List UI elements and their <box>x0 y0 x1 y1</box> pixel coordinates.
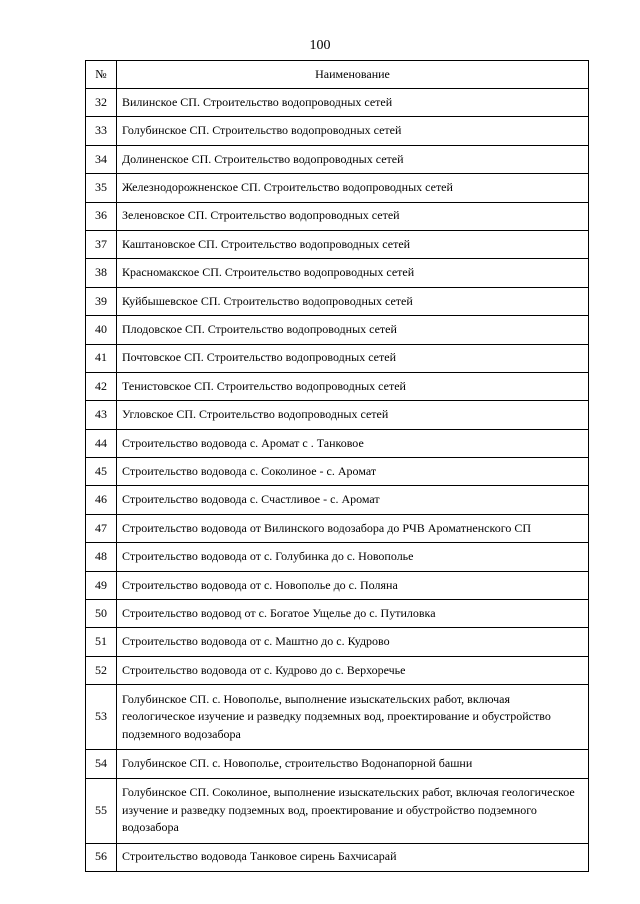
row-number: 46 <box>86 486 117 514</box>
table-row <box>86 543 589 571</box>
table-row <box>86 843 589 871</box>
row-number: 47 <box>86 514 117 542</box>
table-header-row <box>86 61 589 89</box>
table-row <box>86 401 589 429</box>
row-number: 37 <box>86 230 117 258</box>
table-row <box>86 89 589 117</box>
row-number: 50 <box>86 600 117 628</box>
page-number: 100 <box>309 38 331 53</box>
row-number: 33 <box>86 117 117 145</box>
row-name: Долиненское СП. Строительство водопроводных сетей <box>117 145 589 173</box>
projects-table <box>85 60 589 872</box>
table-row <box>86 486 589 514</box>
row-name: Строительство водовода от с. Кудрово до с. Верхоречье <box>117 656 589 684</box>
row-name: Вилинское СП. Строительство водопроводных сетей <box>117 89 589 117</box>
table-row <box>86 202 589 230</box>
table-row <box>86 230 589 258</box>
row-name: Голубинское СП. с. Новополье, выполнение изыскательских работ, включая геологическое изучение и разведку подземных вод, проектирование и обустройство подземного водозабора <box>117 685 589 750</box>
table-row <box>86 656 589 684</box>
row-number: 52 <box>86 656 117 684</box>
table-body <box>86 89 589 872</box>
row-name: Строительство водовода от с. Голубинка до с. Новополье <box>117 543 589 571</box>
table-row <box>86 628 589 656</box>
row-number: 41 <box>86 344 117 372</box>
row-number: 44 <box>86 429 117 457</box>
row-name: Почтовское СП. Строительство водопроводных сетей <box>117 344 589 372</box>
table-row <box>86 259 589 287</box>
row-name: Куйбышевское СП. Строительство водопроводных сетей <box>117 287 589 315</box>
table-row <box>86 117 589 145</box>
row-name: Строительство водовода от Вилинского водозабора до РЧВ Ароматненского СП <box>117 514 589 542</box>
row-name: Тенистовское СП. Строительство водопроводных сетей <box>117 372 589 400</box>
table-row <box>86 778 589 843</box>
row-name: Строительство водовода с. Соколиное - с. Аромат <box>117 458 589 486</box>
table-row <box>86 685 589 750</box>
table-row <box>86 145 589 173</box>
row-number: 35 <box>86 174 117 202</box>
row-name: Строительство водовода с. Аромат с . Танковое <box>117 429 589 457</box>
row-name: Угловское СП. Строительство водопроводных сетей <box>117 401 589 429</box>
table-row <box>86 600 589 628</box>
row-name: Строительство водовода Танковое сирень Бахчисарай <box>117 843 589 871</box>
table-row <box>86 571 589 599</box>
row-name: Голубинское СП. Строительство водопроводных сетей <box>117 117 589 145</box>
row-number: 53 <box>86 685 117 750</box>
row-number: 49 <box>86 571 117 599</box>
table-row <box>86 316 589 344</box>
row-number: 48 <box>86 543 117 571</box>
row-number: 43 <box>86 401 117 429</box>
row-name: Зеленовское СП. Строительство водопроводных сетей <box>117 202 589 230</box>
row-name: Железнодорожненское СП. Строительство водопроводных сетей <box>117 174 589 202</box>
row-name: Каштановское СП. Строительство водопроводных сетей <box>117 230 589 258</box>
table-row <box>86 174 589 202</box>
row-name: Голубинское СП. Соколиное, выполнение изыскательских работ, включая геологическое изучение и разведку подземных вод, проектирование и обустройство подземного водозабора <box>117 778 589 843</box>
row-number: 54 <box>86 750 117 778</box>
row-number: 32 <box>86 89 117 117</box>
table-row <box>86 287 589 315</box>
row-number: 40 <box>86 316 117 344</box>
row-number: 34 <box>86 145 117 173</box>
table-row <box>86 372 589 400</box>
row-number: 38 <box>86 259 117 287</box>
column-header-number: № <box>86 61 117 89</box>
row-number: 51 <box>86 628 117 656</box>
column-header-name: Наименование <box>117 61 589 89</box>
row-name: Голубинское СП. с. Новополье, строительство Водонапорной башни <box>117 750 589 778</box>
row-number: 45 <box>86 458 117 486</box>
row-number: 55 <box>86 778 117 843</box>
row-name: Строительство водовода от с. Новополье до с. Поляна <box>117 571 589 599</box>
row-name: Строительство водовода с. Счастливое - с. Аромат <box>117 486 589 514</box>
row-name: Плодовское СП. Строительство водопроводных сетей <box>117 316 589 344</box>
table-row <box>86 344 589 372</box>
row-name: Строительство водовода от с. Маштно до с. Кудрово <box>117 628 589 656</box>
row-number: 42 <box>86 372 117 400</box>
row-name: Красномакское СП. Строительство водопроводных сетей <box>117 259 589 287</box>
table-row <box>86 750 589 778</box>
row-number: 36 <box>86 202 117 230</box>
row-number: 39 <box>86 287 117 315</box>
table-row <box>86 429 589 457</box>
table-row <box>86 458 589 486</box>
row-name: Строительство водовод от с. Богатое Ущелье до с. Путиловка <box>117 600 589 628</box>
table-row <box>86 514 589 542</box>
row-number: 56 <box>86 843 117 871</box>
